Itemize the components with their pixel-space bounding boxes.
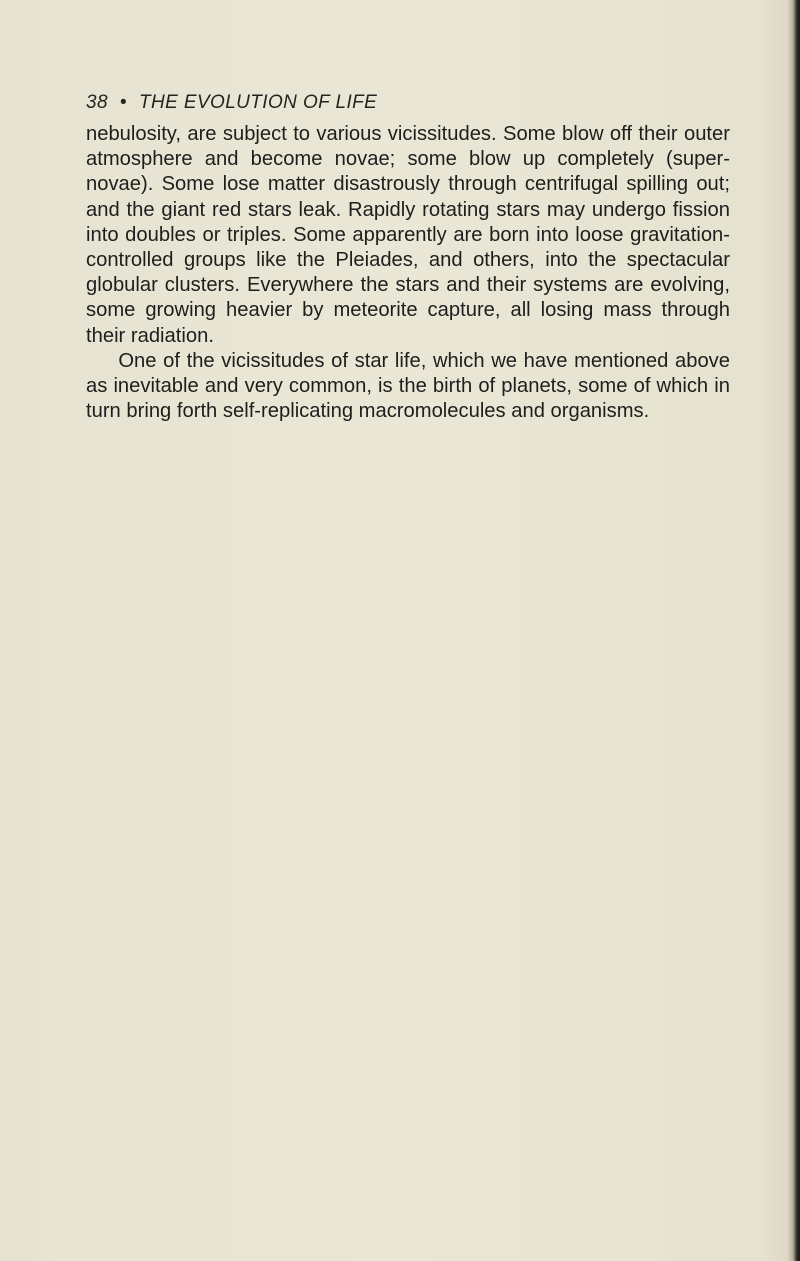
page-binding-edge — [788, 0, 800, 1261]
chapter-title: THE EVOLUTION OF LIFE — [139, 92, 378, 113]
body-text — [86, 122, 730, 424]
page-number: 38 — [86, 92, 108, 113]
running-head — [86, 92, 377, 114]
separator-dot: • — [119, 92, 127, 113]
paragraph-1: nebulosity, are subject to various vicissitudes. Some blow off their outer atmosphere and become novae; some blow up completely (super-novae). Some lose matter disastrously through centrifugal spilling out; and the giant red stars leak. Rapidly rotating stars may undergo fission into doubles or triples. Some apparently are born into loose gravitation-controlled groups like the Pleiades, and others, into the spectacular globular clusters. Everywhere the stars and their systems are evolving, some growing heavier by meteorite capture, all losing mass through their radiation. — [86, 123, 730, 347]
paragraph-2: One of the vicissitudes of star life, which we have mentioned above as inevitable and very common, is the birth of planets, some of which in turn bring forth self-replicating macromolecules and organisms. — [86, 349, 730, 423]
